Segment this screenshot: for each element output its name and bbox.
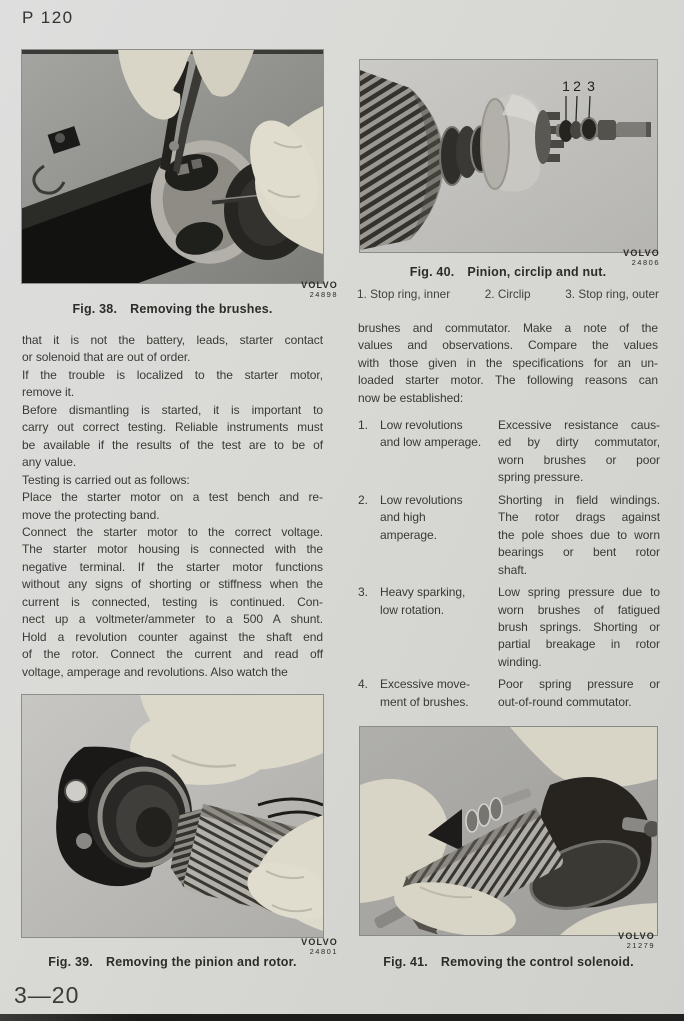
paragraph: If the trouble is localized to the starter motor, remove it.: [22, 367, 323, 400]
diagnosis-item-2: [358, 492, 660, 579]
item-cause: Low spring pressure due to worn brushes of fatigued brush springs. Shorting or partial breakage in rotor winding.: [498, 585, 660, 669]
page-header-code: P 120: [22, 8, 74, 27]
pinion-part-label-3: 3: [587, 78, 595, 94]
fig39-caption-text: Removing the pinion and rotor.: [105, 955, 297, 969]
fig38-photo: [22, 50, 323, 283]
paragraph: brushes and commutator. Make a note of the values and observations. Compare the values with those given in the specifications for an un- loaded starter motor. The following reasons can now be established:: [358, 321, 658, 405]
volvo-brand-mark: VOLVO: [301, 937, 338, 947]
fig38-volvo-mark: [22, 281, 338, 299]
item-symptom: Heavy sparking, low rotation.: [380, 585, 466, 617]
item-number: 3.: [358, 585, 368, 600]
fig41-caption-label: Fig. 41.: [383, 955, 428, 969]
item-symptom: Low revolutions and low amperage.: [380, 418, 482, 450]
diagnosis-item-3: [358, 584, 660, 671]
photo-id: 21279: [626, 940, 655, 950]
photo-id: 24898: [309, 289, 338, 299]
fig39-caption: [22, 955, 323, 969]
diagnosis-item-1: [358, 417, 660, 487]
left-column-text: [22, 332, 323, 681]
fig39-caption-label: Fig. 39.: [48, 955, 93, 969]
fig39-volvo-mark: [22, 938, 338, 956]
fig40-photo: [360, 60, 657, 252]
right-column-intro: [358, 320, 658, 407]
diagnosis-item-4: [358, 676, 660, 711]
fig41-photo: [360, 727, 657, 935]
fig38-photo-illustration: [22, 50, 323, 283]
paragraph: Connect the starter motor to the correct voltage. The starter motor housing is connected with the negative terminal. If the starter motor functions without any signs of shorting or stiffness when the current is connected, testing is continued. Con- nect up a voltmeter/ammeter to a 500 A shunt. Hold a revolution counter against the shaft end of the rotor. Connect the current and read off voltage, amperage and revolutions. Also watch the: [22, 524, 323, 679]
item-cause: Poor spring pressure or out-of-round commutator.: [498, 677, 660, 709]
page-number: 3—20: [14, 982, 80, 1008]
fig41-caption-text: Removing the control solenoid.: [440, 955, 634, 969]
paragraph: Testing is carried out as follows:: [22, 472, 190, 487]
photo-id: 24801: [309, 946, 338, 956]
item-symptom: Low revolutions and high amperage.: [380, 492, 463, 542]
legend-item-1: 1. Stop ring, inner: [357, 287, 451, 301]
volvo-brand-mark: VOLVO: [618, 931, 655, 941]
fig41-photo-illustration: [360, 727, 657, 935]
item-number: 2.: [358, 492, 368, 507]
fig38-caption-text: Removing the brushes.: [130, 302, 273, 316]
fig40-caption-text: Pinion, circlip and nut.: [467, 265, 607, 279]
pinion-part-label-1: 1: [562, 78, 570, 94]
legend-item-3: 3. Stop ring, outer: [565, 287, 659, 301]
item-cause: Excessive resistance caus- ed by dirty commutator, worn brushes or poor spring pressure.: [498, 418, 660, 485]
diagnosis-list: [358, 417, 660, 716]
fig39-photo: [22, 695, 323, 937]
volvo-brand-mark: VOLVO: [623, 248, 660, 258]
pinion-part-label-2: 2: [573, 78, 581, 94]
paragraph: that it is not the battery, leads, starter contact or solenoid that are out of order.: [22, 333, 323, 365]
paragraph: Place the starter motor on a test bench and re- move the protecting band.: [22, 490, 323, 522]
fig40-caption: [358, 265, 658, 279]
scan-edge-bar: [0, 1014, 684, 1021]
fig41-caption: [360, 955, 657, 969]
fig41-volvo-mark: [360, 932, 655, 950]
item-number: 4.: [358, 677, 368, 692]
fig40-photo-illustration: [360, 60, 657, 252]
fig40-legend: [357, 287, 659, 301]
legend-item-2: 2. Circlip: [484, 287, 531, 301]
fig39-photo-illustration: [22, 695, 323, 937]
item-symptom: Excessive move- ment of brushes.: [380, 677, 470, 709]
fig38-caption-label: Fig. 38.: [72, 302, 118, 316]
photo-id: 24806: [631, 257, 660, 267]
item-number: 1.: [358, 418, 368, 432]
fig40-caption-label: Fig. 40.: [409, 265, 455, 279]
volvo-brand-mark: VOLVO: [301, 280, 338, 290]
paragraph: Before dismantling is started, it is important to carry out correct testing. Reliable instruments must be available if the results of the test are to be of any value.: [22, 402, 323, 470]
fig38-caption: [22, 302, 323, 316]
item-cause: Shorting in field windings. The rotor drags against the pole shoes due to worn bearings or bent rotor shaft.: [498, 492, 660, 577]
